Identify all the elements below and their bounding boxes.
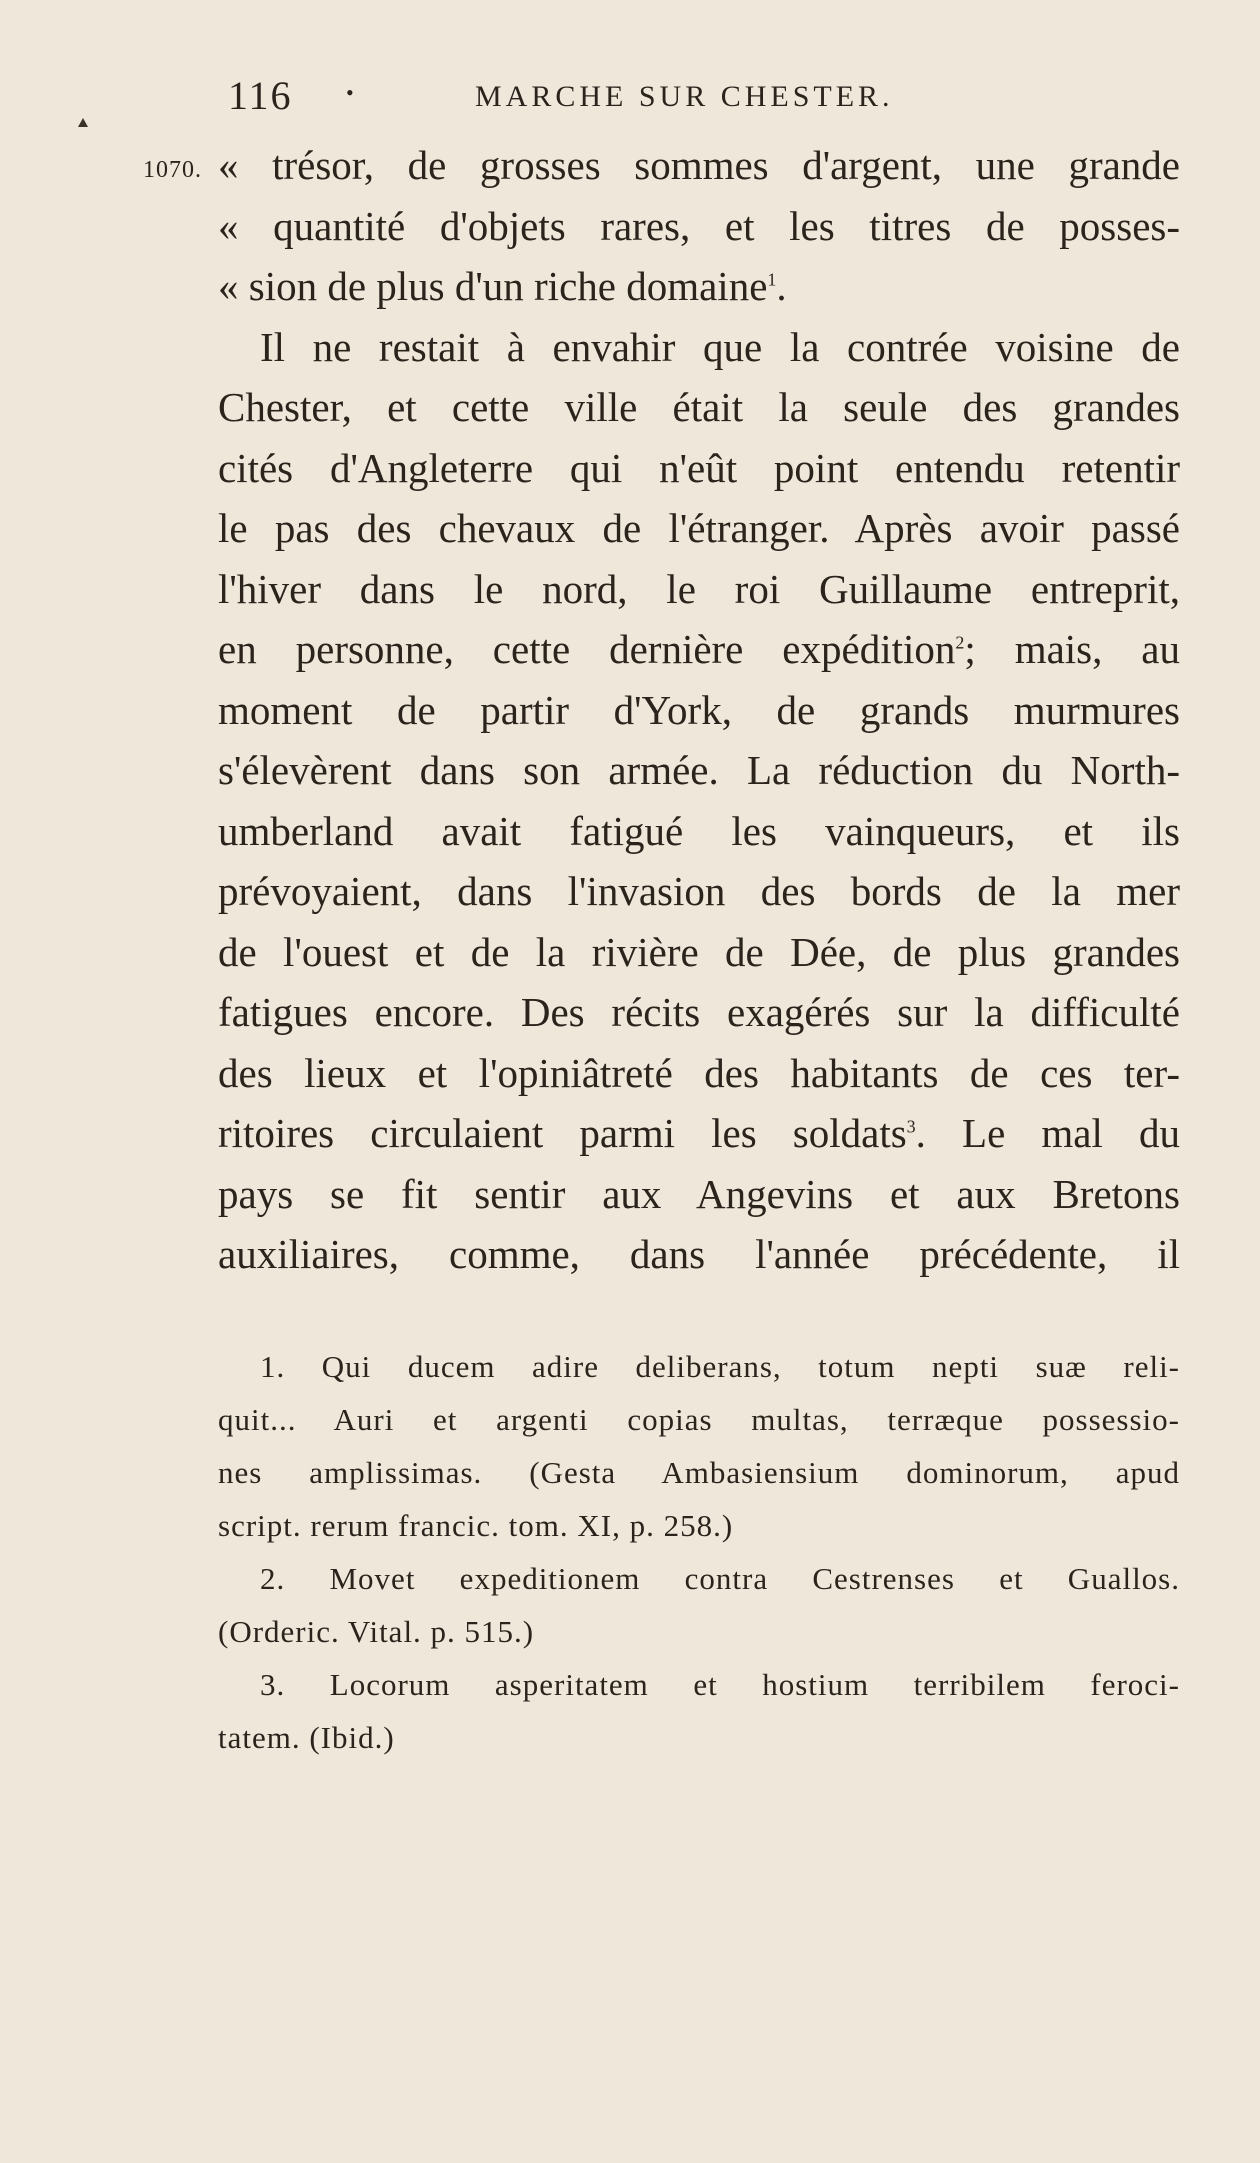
text-line	[218, 256, 1180, 317]
text-segment: « sion de plus d'un riche domaine	[218, 263, 768, 309]
text-line: umberland avait fatigué les vainqueurs, et ils	[218, 807, 1180, 854]
text-line: l'hiver dans le nord, le roi Guillaume entreprit,	[218, 565, 1180, 612]
margin-year: 1070.	[143, 157, 202, 183]
footnote-3-line: tatem. (Ibid.)	[218, 1720, 395, 1755]
text-line: cités d'Angleterre qui n'eût point entendu retentir	[218, 444, 1180, 491]
footnote-ref-3: 3	[906, 1116, 916, 1137]
text-segment: ; mais, au	[964, 626, 1180, 672]
footnote-ref-1: 1	[767, 269, 777, 290]
page-header	[0, 72, 1260, 122]
running-title: MARCHE SUR CHESTER.	[475, 80, 894, 113]
text-line: des lieux et l'opiniâtreté des habitants de ces ter-	[218, 1049, 1180, 1096]
footnotes	[218, 1340, 1180, 1764]
text-line	[218, 619, 1180, 680]
text-line: fatigues encore. Des récits exagérés sur la difficulté	[218, 989, 1180, 1035]
page-number: 116	[228, 73, 293, 118]
text-segment: .	[776, 263, 787, 309]
footnote-2-line: (Orderic. Vital. p. 515.)	[218, 1614, 535, 1649]
text-line: s'élevèrent dans son armée. La réduction du North-	[218, 747, 1180, 793]
text-line: le pas des chevaux de l'étranger. Après avoir passé	[218, 505, 1180, 551]
text-line: prévoyaient, dans l'invasion des bords de la mer	[218, 868, 1180, 914]
footnote-ref-2: 2	[955, 632, 965, 653]
footnote-1-line: script. rerum francic. tom. XI, p. 258.)	[218, 1508, 734, 1543]
footnote-2-line: 2. Movet expeditionem contra Cestrenses et Guallos.	[260, 1561, 1180, 1596]
text-line: pays se fit sentir aux Angevins et aux Bretons	[218, 1170, 1180, 1217]
text-line	[218, 1103, 1180, 1164]
text-line: de l'ouest et de la rivière de Dée, de plus grandes	[218, 928, 1180, 975]
footnote-3-line: 3. Locorum asperitatem et hostium terribilem feroci-	[260, 1667, 1180, 1702]
header-ornament-dot: •	[346, 80, 354, 105]
text-segment: . Le mal du	[915, 1110, 1180, 1156]
text-line: Chester, et cette ville était la seule des grandes	[218, 384, 1180, 430]
text-segment: ritoires circulaient parmi les soldats	[218, 1110, 907, 1156]
footnote-1-line: 1. Qui ducem adire deliberans, totum nepti suæ reli-	[260, 1349, 1180, 1384]
text-line: moment de partir d'York, de grands murmures	[218, 686, 1180, 733]
paragraph-first-line: Il ne restait à envahir que la contrée voisine de	[260, 323, 1180, 370]
footnote-1-line: quit... Auri et argenti copias multas, terræque possessio-	[218, 1402, 1180, 1437]
text-segment: en personne, cette dernière expédition	[218, 626, 956, 672]
text-line: auxiliaires, comme, dans l'année précédente, il	[218, 1231, 1180, 1277]
footnote-1-line: nes amplissimas. (Gesta Ambasiensium dominorum, apud	[218, 1455, 1180, 1490]
body-text	[218, 135, 1180, 1285]
text-line: « quantité d'objets rares, et les titres de posses-	[218, 202, 1180, 249]
text-line: « trésor, de grosses sommes d'argent, une grande	[218, 142, 1180, 188]
